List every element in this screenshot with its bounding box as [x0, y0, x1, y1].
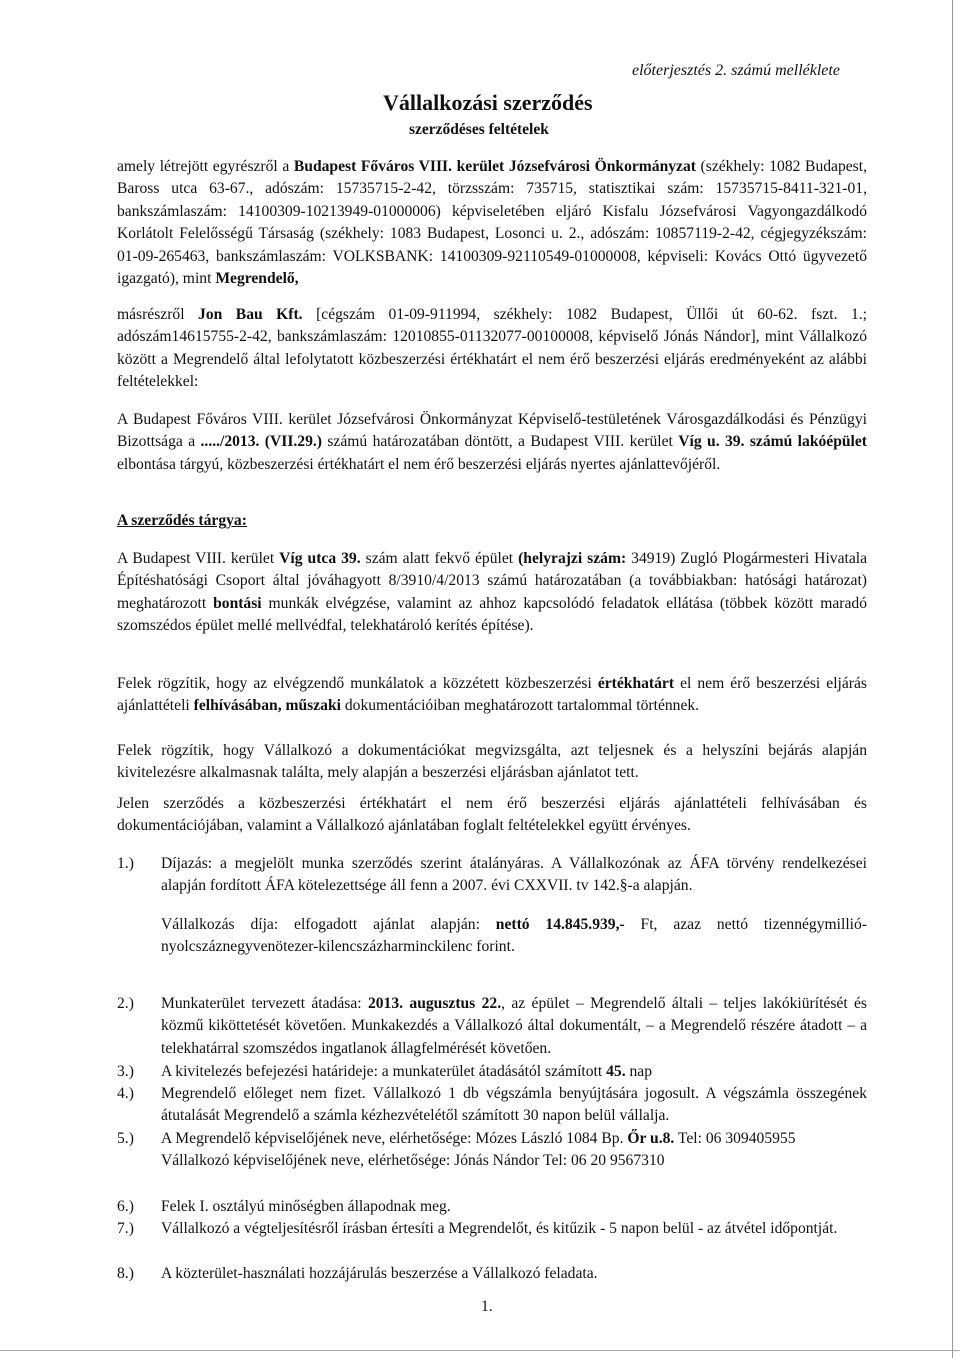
subject-heading: A szerződés tárgya:: [117, 512, 247, 529]
clause-5: 5.) A Megrendelő képviselőjének neve, elérhetősége: Mózes László 1084 Bp. Őr u.8. Tel: 06 309405955 Vállalkozó képviselőjének neve, elérhetősége: Jónás Nándor Tel: 06 20 9567310: [117, 1130, 796, 1170]
clause-1: [117, 853, 867, 898]
clause-2: 2.) Munkaterület tervezett átadása: 2013. augusztus 22., az épület – Megrendelő általi – teljes lakókiürítését és közmű kiköttetését követően. Munkakezdés a Vállalkozó által dokumentált, – a Megrendelő részére átadott – a telekhatárral szomszédos ingatlanok állagfelmérését követően.: [117, 995, 867, 1057]
clause-number: 3.): [117, 1063, 134, 1080]
decision-paragraph: A Budapest Főváros VIII. kerület Józsefvárosi Önkormányzat Képviselő-testületének Városgazdálkodási és Pénzügyi Bizottsága a ...../2013. (VII.29.) számú határozatában döntött, a Budapest VIII. kerület Víg u. 39. számú lakóépület elbontása tárgyú, közbeszerzési értékhatárt el nem érő beszerzési eljárás nyertes ajánlattevőjéről.: [117, 411, 867, 473]
scan-edge-bottom: [0, 1350, 960, 1351]
clause-4: 4.) Megrendelő előleget nem fizet. Vállalkozó 1 db végszámla benyújtására jogosult. A végszámla összegének átutalását Megrendelő a számla kézhezvételétől számított 30 napon belül vállalja.: [117, 1085, 867, 1125]
fee-paragraph: Vállalkozás díja: elfogadott ajánlat alapján: nettó 14.845.939,- Ft, azaz nettó tizennégymillió-nyolcszáznegyvenötezer-kilencszázharminckilenc forint.: [161, 916, 867, 956]
subject-paragraph: A Budapest VIII. kerület Víg utca 39. szám alatt fekvő épület (helyrajzi szám: 34919) Zugló Plogármesteri Hivatala Építéshatósági Csoport által jóváhagyott 8/3910/4/2013 számú határozatában (a továbbiakban: hatósági határozat) meghatározott bontási munkák elvégzése, valamint az ahhoz kapcsolódó feladatok ellátása (többek között maradó szomszédos épület mellé mellvédfal, telekhatároló kerítés építése).: [117, 550, 867, 635]
page-number: 1.: [481, 1298, 493, 1315]
clause-number: 5.): [117, 1130, 134, 1147]
document-title: Vállalkozási szerződés: [383, 90, 593, 115]
document-subtitle: szerződéses feltételek: [409, 121, 549, 138]
felek-paragraph-1: Felek rögzítik, hogy az elvégzendő munkálatok a közzétett közbeszerzési értékhatárt el nem érő beszerzési eljárás ajánlattételi felhívásában, műszaki dokumentációiban meghatározott tartalommal történnek.: [117, 675, 867, 715]
clause-7: 7.) Vállalkozó a végteljesítésről írásban értesíti a Megrendelőt, és kitűzik - 5 napon belül - az átvétel időpontját.: [117, 1218, 867, 1240]
clause-number: 6.): [117, 1198, 134, 1215]
validity-paragraph: Jelen szerződés a közbeszerzési értékhatárt el nem érő beszerzési eljárás ajánlattételi felhívásában és dokumentációjában, valamint a Vállalkozó ajánlatában foglalt feltételekkel együtt érvényes.: [117, 795, 867, 835]
annex-label: előterjesztés 2. számú melléklete: [632, 62, 840, 79]
party-vallalkozo: másrészről Jon Bau Kft. [cégszám 01-09-911994, székhely: 1082 Budapest, Üllői út 60-62. fszt. 1.; adószám14615755-2-42, bankszámlaszám: 12010855-01132077-00100008, képviselő Jónás Nándor], mint Vállalkozó között a Megrendelő által lefolytatott közbeszerzési értékhatárt el nem érő beszerzési eljárás eredményeként az alábbi feltételekkel:: [117, 306, 867, 391]
clause-number: 8.): [117, 1265, 134, 1282]
clause-6: 6.) Felek I. osztályú minőségben állapodnak meg.: [117, 1196, 867, 1218]
clause-number: 2.): [117, 995, 134, 1012]
clause-8: 8.) A közterület-használati hozzájárulás beszerzése a Vállalkozó feladata.: [117, 1263, 867, 1285]
scan-edge-right: [952, 0, 953, 1358]
clause-number: 7.): [117, 1220, 134, 1237]
party-megrendelo: amely létrejött egyrészről a Budapest Főváros VIII. kerület Józsefvárosi Önkormányzat (székhely: 1082 Budapest, Baross utca 63-67., adószám: 15735715-2-42, törzsszám: 735715, statisztikai szám: 15735715-8411-321-01, bankszámlaszám: 14100309-10213949-01000006) képviseletében eljáró Kisfalu Józsefvárosi Vagyongazdálkodó Korlátolt Felelősségű Társaság (székhely: 1083 Budapest, Losonci u. 2., adószám: 10857119-2-42, cégjegyzékszám: 01-09-265463, bankszámlaszám: VOLKSBANK: 14100309-92110549-01000008, képviseli: Kovács Ottó ügyvezető igazgató), mint Megrendelő,: [117, 158, 867, 288]
clause-3: 3.) A kivitelezés befejezési határideje: a munkaterület átadásától számított 45. nap: [117, 1061, 867, 1083]
felek-paragraph-2: Felek rögzítik, hogy Vállalkozó a dokumentációkat megvizsgálta, azt teljesnek és a helyszíni bejárás alapján kivitelezésre alkalmasnak találta, mely alapján a beszerzési eljárásban ajánlatot tett.: [117, 742, 867, 782]
clause-number: 4.): [117, 1085, 134, 1102]
clause-text: Díjazás: a megjelölt munka szerződés szerint átalányáras. A Vállalkozónak az ÁFA törvény rendelkezései alapján fordított ÁFA kötelezettsége áll fenn a 2007. évi CXXVII. tv 142.§-a alapján.: [161, 855, 867, 895]
clause-number: 1.): [117, 855, 134, 872]
